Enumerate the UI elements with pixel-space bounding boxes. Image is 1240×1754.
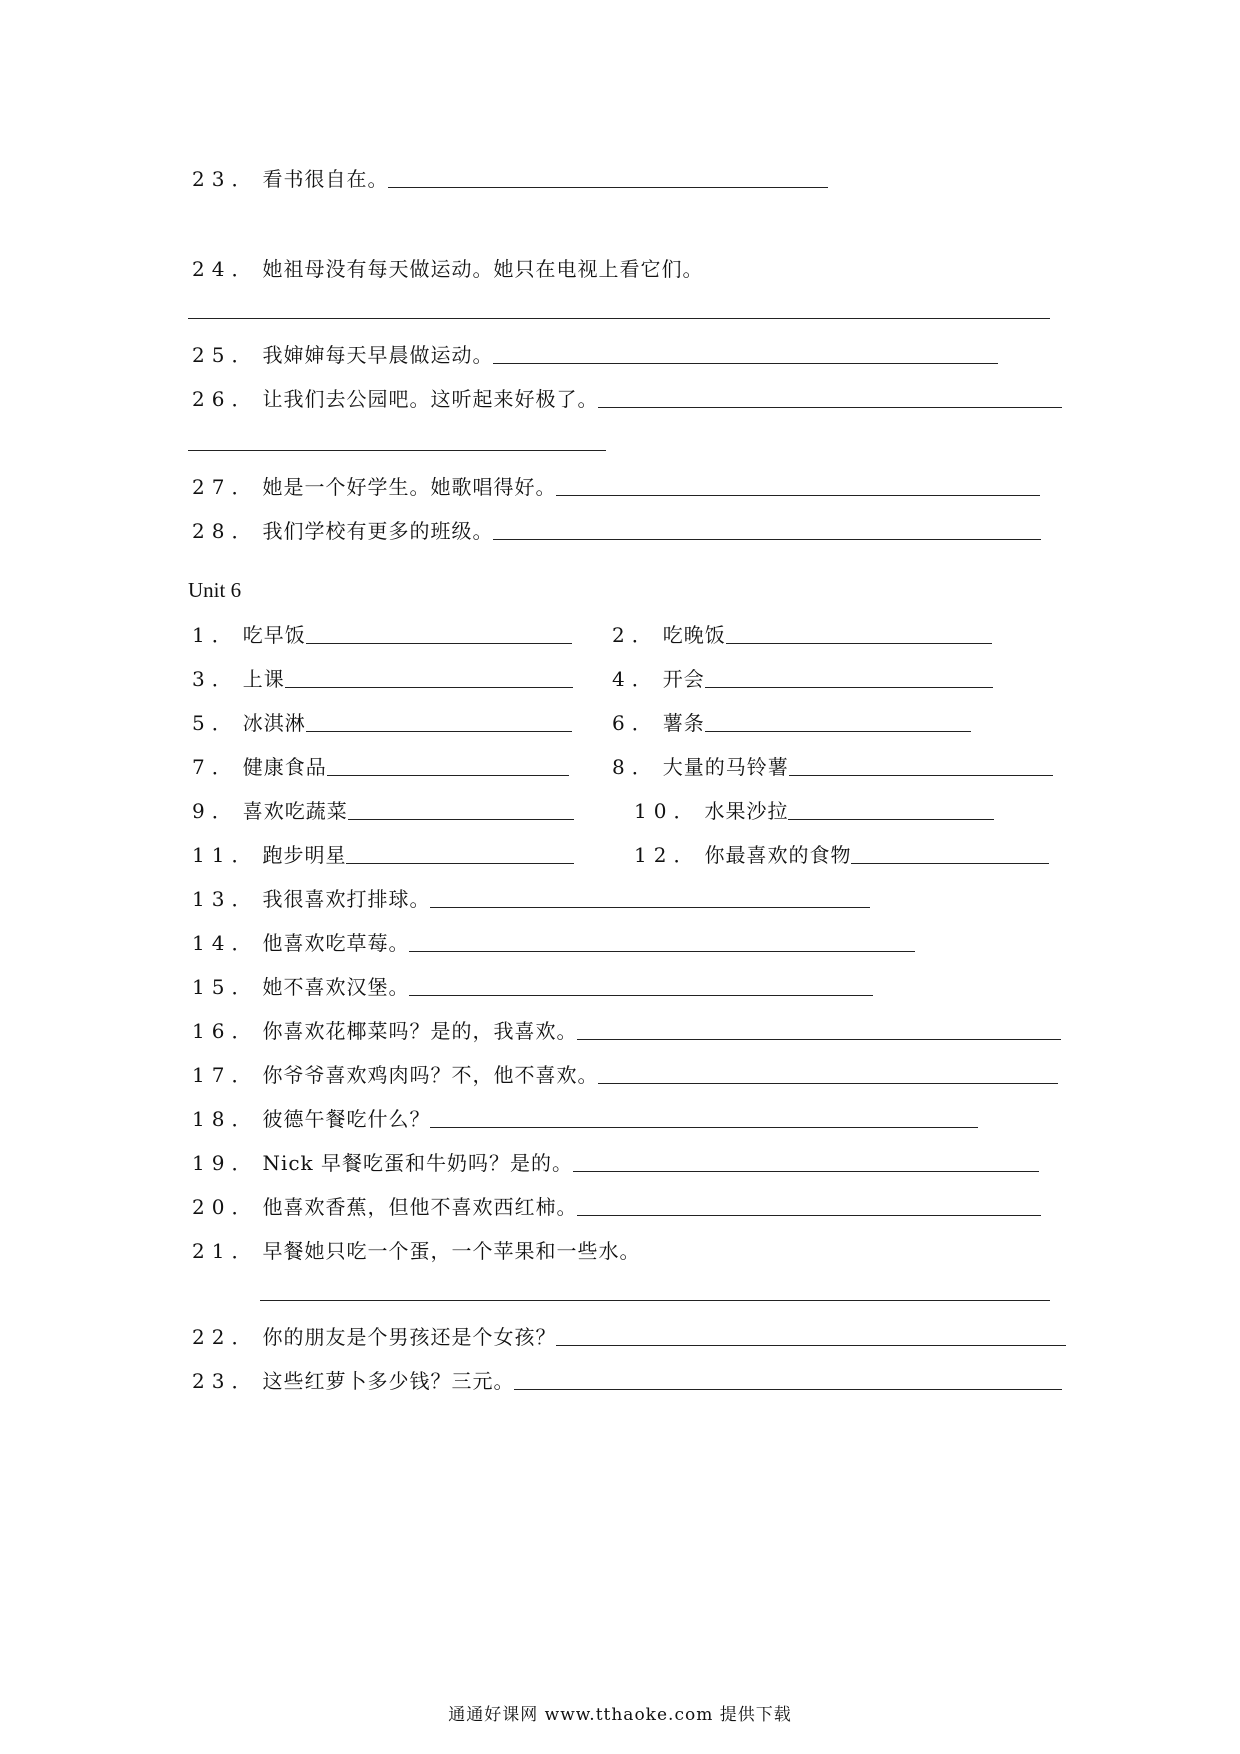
- vocab-item: [192, 792, 574, 824]
- item-number: 24．: [192, 257, 259, 281]
- item-number: 14．: [192, 931, 259, 955]
- answer-blank[interactable]: [789, 775, 1053, 776]
- answer-line[interactable]: [260, 1300, 1050, 1301]
- exercise-item: [192, 1318, 1066, 1350]
- exercise-item: [192, 468, 1040, 500]
- answer-line[interactable]: [188, 318, 1050, 319]
- vocab-item: [192, 660, 573, 692]
- answer-blank[interactable]: [306, 731, 572, 732]
- item-text: 看书很自在。: [262, 167, 389, 191]
- item-number: 18．: [192, 1107, 259, 1131]
- answer-blank[interactable]: [409, 951, 915, 952]
- answer-blank[interactable]: [430, 1127, 978, 1128]
- vocab-item: [612, 748, 1053, 780]
- answer-blank[interactable]: [556, 495, 1040, 496]
- item-text: 薯条: [662, 711, 705, 735]
- item-number: 11．: [192, 843, 259, 867]
- answer-blank[interactable]: [388, 187, 828, 188]
- item-number: 6．: [612, 711, 659, 735]
- exercise-item: [192, 1232, 640, 1264]
- exercise-item: [192, 512, 1041, 544]
- item-text: 我很喜欢打排球。: [262, 887, 431, 911]
- item-text: 彼德午餐吃什么？: [262, 1107, 431, 1131]
- answer-blank[interactable]: [430, 907, 870, 908]
- answer-blank[interactable]: [573, 1171, 1039, 1172]
- item-text: 她不喜欢汉堡。: [262, 975, 410, 999]
- exercise-item: [192, 160, 828, 192]
- item-text: 开会: [662, 667, 705, 691]
- item-text: 吃早饭: [242, 623, 306, 647]
- item-number: 7．: [192, 755, 239, 779]
- exercise-item: [192, 1362, 1062, 1394]
- answer-blank[interactable]: [851, 863, 1049, 864]
- answer-blank[interactable]: [327, 775, 569, 776]
- item-text: 他喜欢吃草莓。: [262, 931, 410, 955]
- exercise-item: [192, 1100, 978, 1132]
- item-number: 2．: [612, 623, 659, 647]
- item-text: 他喜欢香蕉，但他不喜欢西红柿。: [262, 1195, 578, 1219]
- answer-blank[interactable]: [726, 643, 992, 644]
- answer-blank[interactable]: [514, 1389, 1062, 1390]
- exercise-item: [192, 924, 915, 956]
- answer-blank[interactable]: [493, 363, 998, 364]
- vocab-item: [612, 704, 971, 736]
- item-text: 跑步明星: [262, 843, 347, 867]
- item-number: 3．: [192, 667, 239, 691]
- answer-blank[interactable]: [598, 1083, 1058, 1084]
- item-text: Nick 早餐吃蛋和牛奶吗？是的。: [262, 1151, 574, 1175]
- vocab-item: [192, 704, 572, 736]
- exercise-item: [192, 250, 703, 282]
- item-number: 25．: [192, 343, 259, 367]
- item-text: 她是一个好学生。她歌唱得好。: [262, 475, 557, 499]
- item-number: 21．: [192, 1239, 259, 1263]
- item-text: 她祖母没有每天做运动。她只在电视上看它们。: [262, 257, 704, 281]
- item-text: 大量的马铃薯: [662, 755, 789, 779]
- answer-blank[interactable]: [346, 863, 574, 864]
- vocab-item: [612, 660, 993, 692]
- item-number: 4．: [612, 667, 659, 691]
- page-footer: 通通好课网 www.tthaoke.com 提供下载: [448, 1705, 792, 1725]
- item-number: 23．: [192, 1369, 259, 1393]
- item-text: 你爷爷喜欢鸡肉吗？不，他不喜欢。: [262, 1063, 599, 1087]
- item-number: 28．: [192, 519, 259, 543]
- item-number: 15．: [192, 975, 259, 999]
- answer-blank[interactable]: [409, 995, 873, 996]
- item-text: 早餐她只吃一个蛋，一个苹果和一些水。: [262, 1239, 641, 1263]
- item-number: 27．: [192, 475, 259, 499]
- answer-blank[interactable]: [493, 539, 1041, 540]
- item-number: 10．: [634, 799, 701, 823]
- answer-blank[interactable]: [598, 407, 1062, 408]
- item-text: 吃晚饭: [662, 623, 726, 647]
- item-number: 1．: [192, 623, 239, 647]
- answer-blank[interactable]: [577, 1039, 1061, 1040]
- vocab-item: [634, 836, 1049, 868]
- item-number: 16．: [192, 1019, 259, 1043]
- item-text: 我婶婶每天早晨做运动。: [262, 343, 494, 367]
- item-text: 你最喜欢的食物: [704, 843, 852, 867]
- answer-blank[interactable]: [306, 643, 572, 644]
- answer-blank[interactable]: [348, 819, 574, 820]
- exercise-item: [192, 968, 873, 1000]
- answer-blank[interactable]: [788, 819, 994, 820]
- answer-blank[interactable]: [577, 1215, 1041, 1216]
- answer-line[interactable]: [188, 450, 606, 451]
- exercise-item: [192, 880, 870, 912]
- item-text: 让我们去公园吧。这听起来好极了。: [262, 387, 599, 411]
- item-number: 17．: [192, 1063, 259, 1087]
- item-number: 20．: [192, 1195, 259, 1219]
- item-text: 冰淇淋: [242, 711, 306, 735]
- exercise-item: [192, 1056, 1058, 1088]
- vocab-item: [192, 836, 574, 868]
- item-number: 13．: [192, 887, 259, 911]
- item-number: 8．: [612, 755, 659, 779]
- item-text: 你的朋友是个男孩还是个女孩？: [262, 1325, 557, 1349]
- unit-heading: Unit 6: [188, 578, 242, 602]
- item-number: 23．: [192, 167, 259, 191]
- vocab-item: [192, 748, 569, 780]
- exercise-item: [192, 1012, 1061, 1044]
- item-text: 你喜欢花椰菜吗？是的，我喜欢。: [262, 1019, 578, 1043]
- exercise-item: [192, 1144, 1039, 1176]
- answer-blank[interactable]: [705, 731, 971, 732]
- item-text: 这些红萝卜多少钱？三元。: [262, 1369, 515, 1393]
- item-number: 5．: [192, 711, 239, 735]
- item-number: 12．: [634, 843, 701, 867]
- answer-blank[interactable]: [705, 687, 993, 688]
- item-number: 22．: [192, 1325, 259, 1349]
- item-text: 水果沙拉: [704, 799, 789, 823]
- exercise-item: [192, 1188, 1041, 1220]
- vocab-item: [612, 616, 992, 648]
- item-number: 19．: [192, 1151, 259, 1175]
- item-text: 健康食品: [242, 755, 327, 779]
- vocab-item: [634, 792, 994, 824]
- answer-blank[interactable]: [556, 1345, 1066, 1346]
- item-text: 我们学校有更多的班级。: [262, 519, 494, 543]
- item-text: 喜欢吃蔬菜: [242, 799, 348, 823]
- item-text: 上课: [242, 667, 285, 691]
- vocab-item: [192, 616, 572, 648]
- item-number: 26．: [192, 387, 259, 411]
- exercise-item: [192, 380, 1062, 412]
- item-number: 9．: [192, 799, 239, 823]
- answer-blank[interactable]: [285, 687, 573, 688]
- exercise-item: [192, 336, 998, 368]
